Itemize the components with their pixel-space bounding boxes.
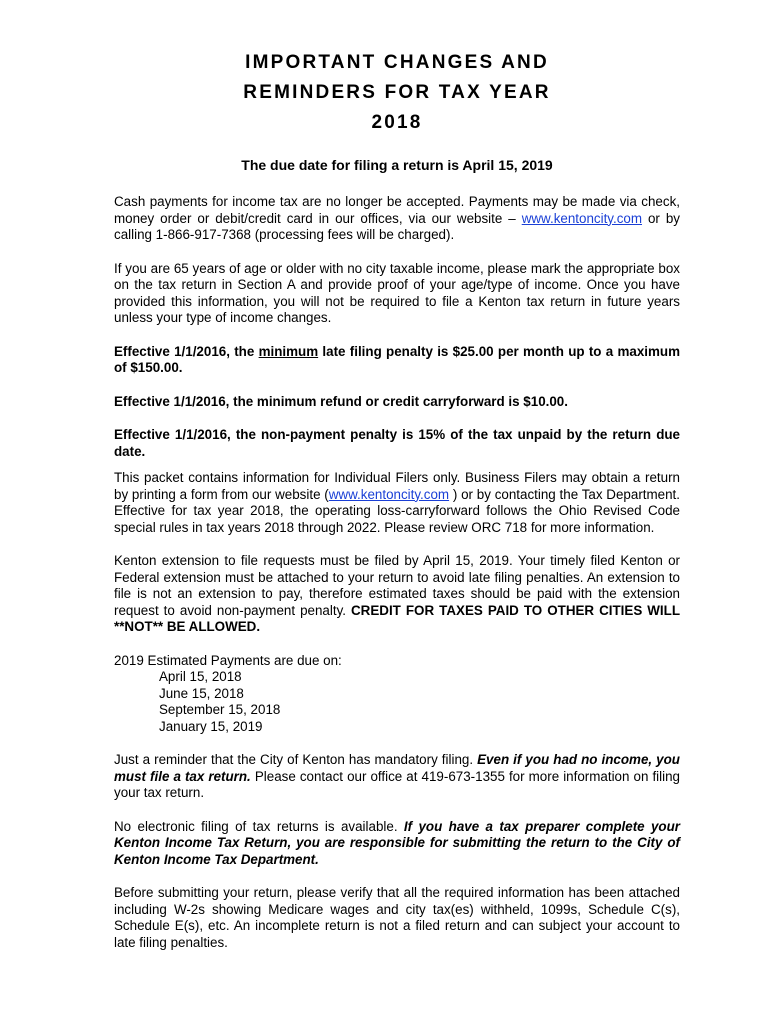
- website-link[interactable]: www.kentoncity.com: [521, 210, 643, 226]
- penalty-text-before: Effective 1/1/2016, the: [114, 343, 259, 359]
- payments-text-after: or by calling 1-866-917-7368 (processing fees will be charged).: [114, 210, 680, 242]
- estimated-date: September 15, 2018: [159, 702, 281, 717]
- paragraph-before-submitting: Before submitting your return, please verify that all the required information has been attached including W-2s showing Medicare wages and city tax(es) withheld, 1099s, Schedule C(s), Schedule E(s), etc. An incomplete return is not a filed return and can subject your account to late filing penalties.: [114, 885, 680, 950]
- minimum-refund-text: Effective 1/1/2016, the minimum refund or credit carryforward is $10.00.: [114, 393, 568, 409]
- packet-text-after: ) or by contacting the Tax Department. Effective for tax year 2018, the operating loss-carryforward follows the Ohio Revised Code special rules in tax years 2018 through 2022. Please review ORC 718 for more information.: [114, 486, 680, 535]
- document-page: [114, 48, 680, 951]
- estimated-date: April 15, 2018: [159, 669, 242, 684]
- extension-text: Kenton extension to file requests must be filed by April 15, 2019. Your timely filed Kenton or Federal extension must be attached to your return to avoid late filing penalties. An extension to file is not an extension to pay, therefore estimated taxes should be paid with the extension request to avoid non-payment penalty.: [114, 553, 680, 618]
- mandatory-text-before: Just a reminder that the City of Kenton has mandatory filing.: [114, 752, 478, 767]
- due-date-heading: The due date for filing a return is April 15, 2019: [241, 157, 553, 173]
- mandatory-bold-italic: Even if you had no income, you must file a tax return.: [114, 752, 680, 784]
- paragraph-non-payment-penalty: [114, 427, 680, 460]
- paragraph-seniors: If you are 65 years of age or older with no city taxable income, please mark the appropriate box on the tax return in Section A and provide proof of your age/type of income. Once you have provided this information, you will not be required to file a Kenton tax return in future years unless your type of income changes.: [114, 260, 680, 325]
- page-title: [114, 48, 680, 138]
- paragraph-extension: [114, 553, 680, 636]
- mandatory-text-after: Please contact our office at 419-673-1355 for more information on filing your tax return.: [114, 768, 680, 800]
- electronic-bold-italic: If you have a tax preparer complete your Kenton Income Tax Return, you are responsible for submitting the return to the City of Kenton Income Tax Department.: [114, 818, 680, 867]
- electronic-text-before: No electronic filing of tax returns is available.: [114, 818, 404, 834]
- estimated-date: June 15, 2018: [159, 685, 244, 701]
- packet-text-before: This packet contains information for Individual Filers only. Business Filers may obtain a return by printing a form from our website (: [114, 470, 680, 502]
- payments-text: Cash payments for income tax are no longer be accepted. Payments may be made via check, money order or debit/credit card in our offices, via our website –: [114, 194, 680, 226]
- paragraph-minimum-refund: [114, 394, 680, 411]
- estimated-payment-dates: [114, 669, 680, 735]
- paragraph-electronic-filing: [114, 819, 680, 869]
- title-line-2: REMINDERS FOR TAX YEAR: [243, 82, 551, 103]
- paragraph-late-filing-penalty: [114, 344, 680, 377]
- penalty-underlined: minimum: [258, 343, 319, 359]
- non-payment-text: Effective 1/1/2016, the non-payment penalty is 15% of the tax unpaid by the return due date.: [114, 427, 680, 459]
- title-line-3: 2018: [371, 112, 423, 133]
- title-line-1: IMPORTANT CHANGES AND: [245, 52, 549, 73]
- penalty-text-after: late filing penalty is $25.00 per month up to a maximum of $150.00.: [114, 343, 680, 375]
- website-link-2[interactable]: www.kentoncity.com: [328, 486, 450, 502]
- paragraph-packet-info: [114, 470, 680, 536]
- estimated-date: January 15, 2019: [159, 718, 263, 734]
- estimated-payments-heading: 2019 Estimated Payments are due on:: [114, 652, 342, 668]
- paragraph-mandatory-filing: [114, 752, 680, 802]
- extension-bold-text: CREDIT FOR TAXES PAID TO OTHER CITIES WILL **NOT** BE ALLOWED.: [114, 602, 681, 634]
- paragraph-payments: [114, 194, 680, 244]
